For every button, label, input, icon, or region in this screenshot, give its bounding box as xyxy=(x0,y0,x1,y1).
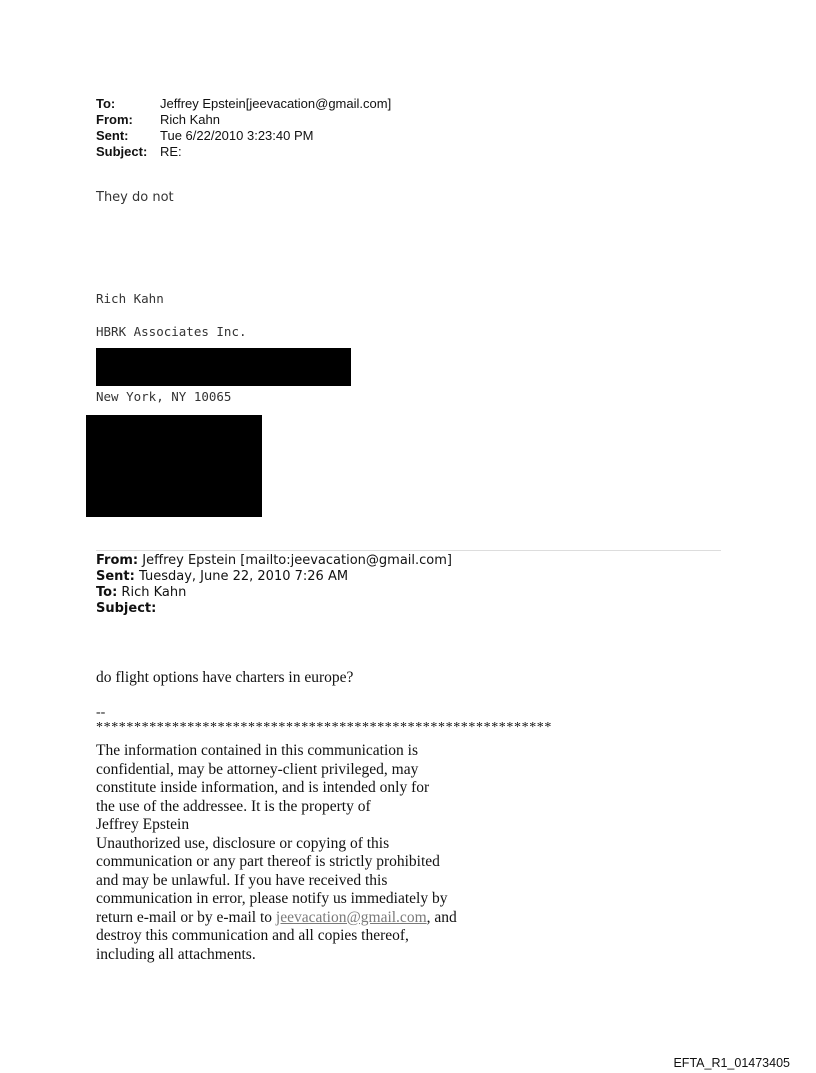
disclaimer-line: including all attachments. xyxy=(96,945,256,963)
fwd-to-value: Rich Kahn xyxy=(121,585,187,600)
disclaimer-line: destroy this communication and all copies thereof, xyxy=(96,927,409,944)
separator-dash: -- xyxy=(96,705,106,720)
signature-city: New York, NY 10065 xyxy=(96,389,232,404)
fwd-sent-label: Sent: xyxy=(96,569,135,584)
separator-stars: ************************************************************ xyxy=(96,720,552,735)
redaction-block-address xyxy=(96,348,351,386)
fwd-from-label: From: xyxy=(96,553,139,568)
confidentiality-disclaimer xyxy=(96,742,496,964)
fwd-to-row xyxy=(96,585,452,601)
to-label: To: xyxy=(96,96,116,111)
fwd-sent-row xyxy=(96,569,452,585)
email-header xyxy=(96,96,391,160)
fwd-subject-label: Subject: xyxy=(96,601,157,616)
email-link[interactable]: jeevacation@gmail.com xyxy=(275,908,427,926)
from-row xyxy=(96,112,391,128)
disclaimer-line: confidential, may be attorney-client privileged, may xyxy=(96,760,419,778)
fwd-to-label: To: xyxy=(96,585,118,600)
fwd-sent-value: Tuesday, June 22, 2010 7:26 AM xyxy=(139,569,349,584)
disclaimer-line: communication or any part thereof is strictly prohibited xyxy=(96,853,440,870)
fwd-from-value: Jeffrey Epstein [mailto:jeevacation@gmail.com] xyxy=(142,553,452,568)
disclaimer-line: constitute inside information, and is intended only for xyxy=(96,779,430,796)
message-divider xyxy=(96,550,721,551)
forwarded-header xyxy=(96,553,452,617)
fwd-from-row xyxy=(96,553,452,569)
sent-value: Tue 6/22/2010 3:23:40 PM xyxy=(160,128,314,143)
reply-body: They do not xyxy=(96,190,174,205)
disclaimer-line: Unauthorized use, disclosure or copying of this xyxy=(96,834,390,852)
to-value: Jeffrey Epstein[jeevacation@gmail.com] xyxy=(160,96,392,111)
subject-label: Subject: xyxy=(96,144,148,159)
sent-label: Sent: xyxy=(96,128,129,143)
from-label: From: xyxy=(96,112,133,127)
forwarded-question: do flight options have charters in europe? xyxy=(96,669,354,686)
disclaimer-line: Jeffrey Epstein xyxy=(96,816,190,833)
fwd-subject-row xyxy=(96,601,452,617)
from-value: Rich Kahn xyxy=(160,112,220,127)
disclaimer-text: return e-mail or by e-mail to xyxy=(96,908,276,926)
signature-name: Rich Kahn xyxy=(96,291,164,306)
redaction-block-contact xyxy=(86,415,262,517)
disclaimer-line: The information contained in this communication is xyxy=(96,742,418,759)
disclaimer-text: , and xyxy=(426,908,457,926)
signature-company: HBRK Associates Inc. xyxy=(96,324,247,339)
subject-value: RE: xyxy=(160,144,182,159)
disclaimer-line: and may be unlawful. If you have received this xyxy=(96,871,388,889)
disclaimer-line: communication in error, please notify us immediately by xyxy=(96,890,448,907)
sent-row xyxy=(96,128,391,144)
document-id: EFTA_R1_01473405 xyxy=(673,1056,790,1070)
subject-row xyxy=(96,144,391,160)
disclaimer-line: the use of the addressee. It is the property of xyxy=(96,797,371,815)
to-row xyxy=(96,96,391,112)
disclaimer-line xyxy=(96,909,496,928)
